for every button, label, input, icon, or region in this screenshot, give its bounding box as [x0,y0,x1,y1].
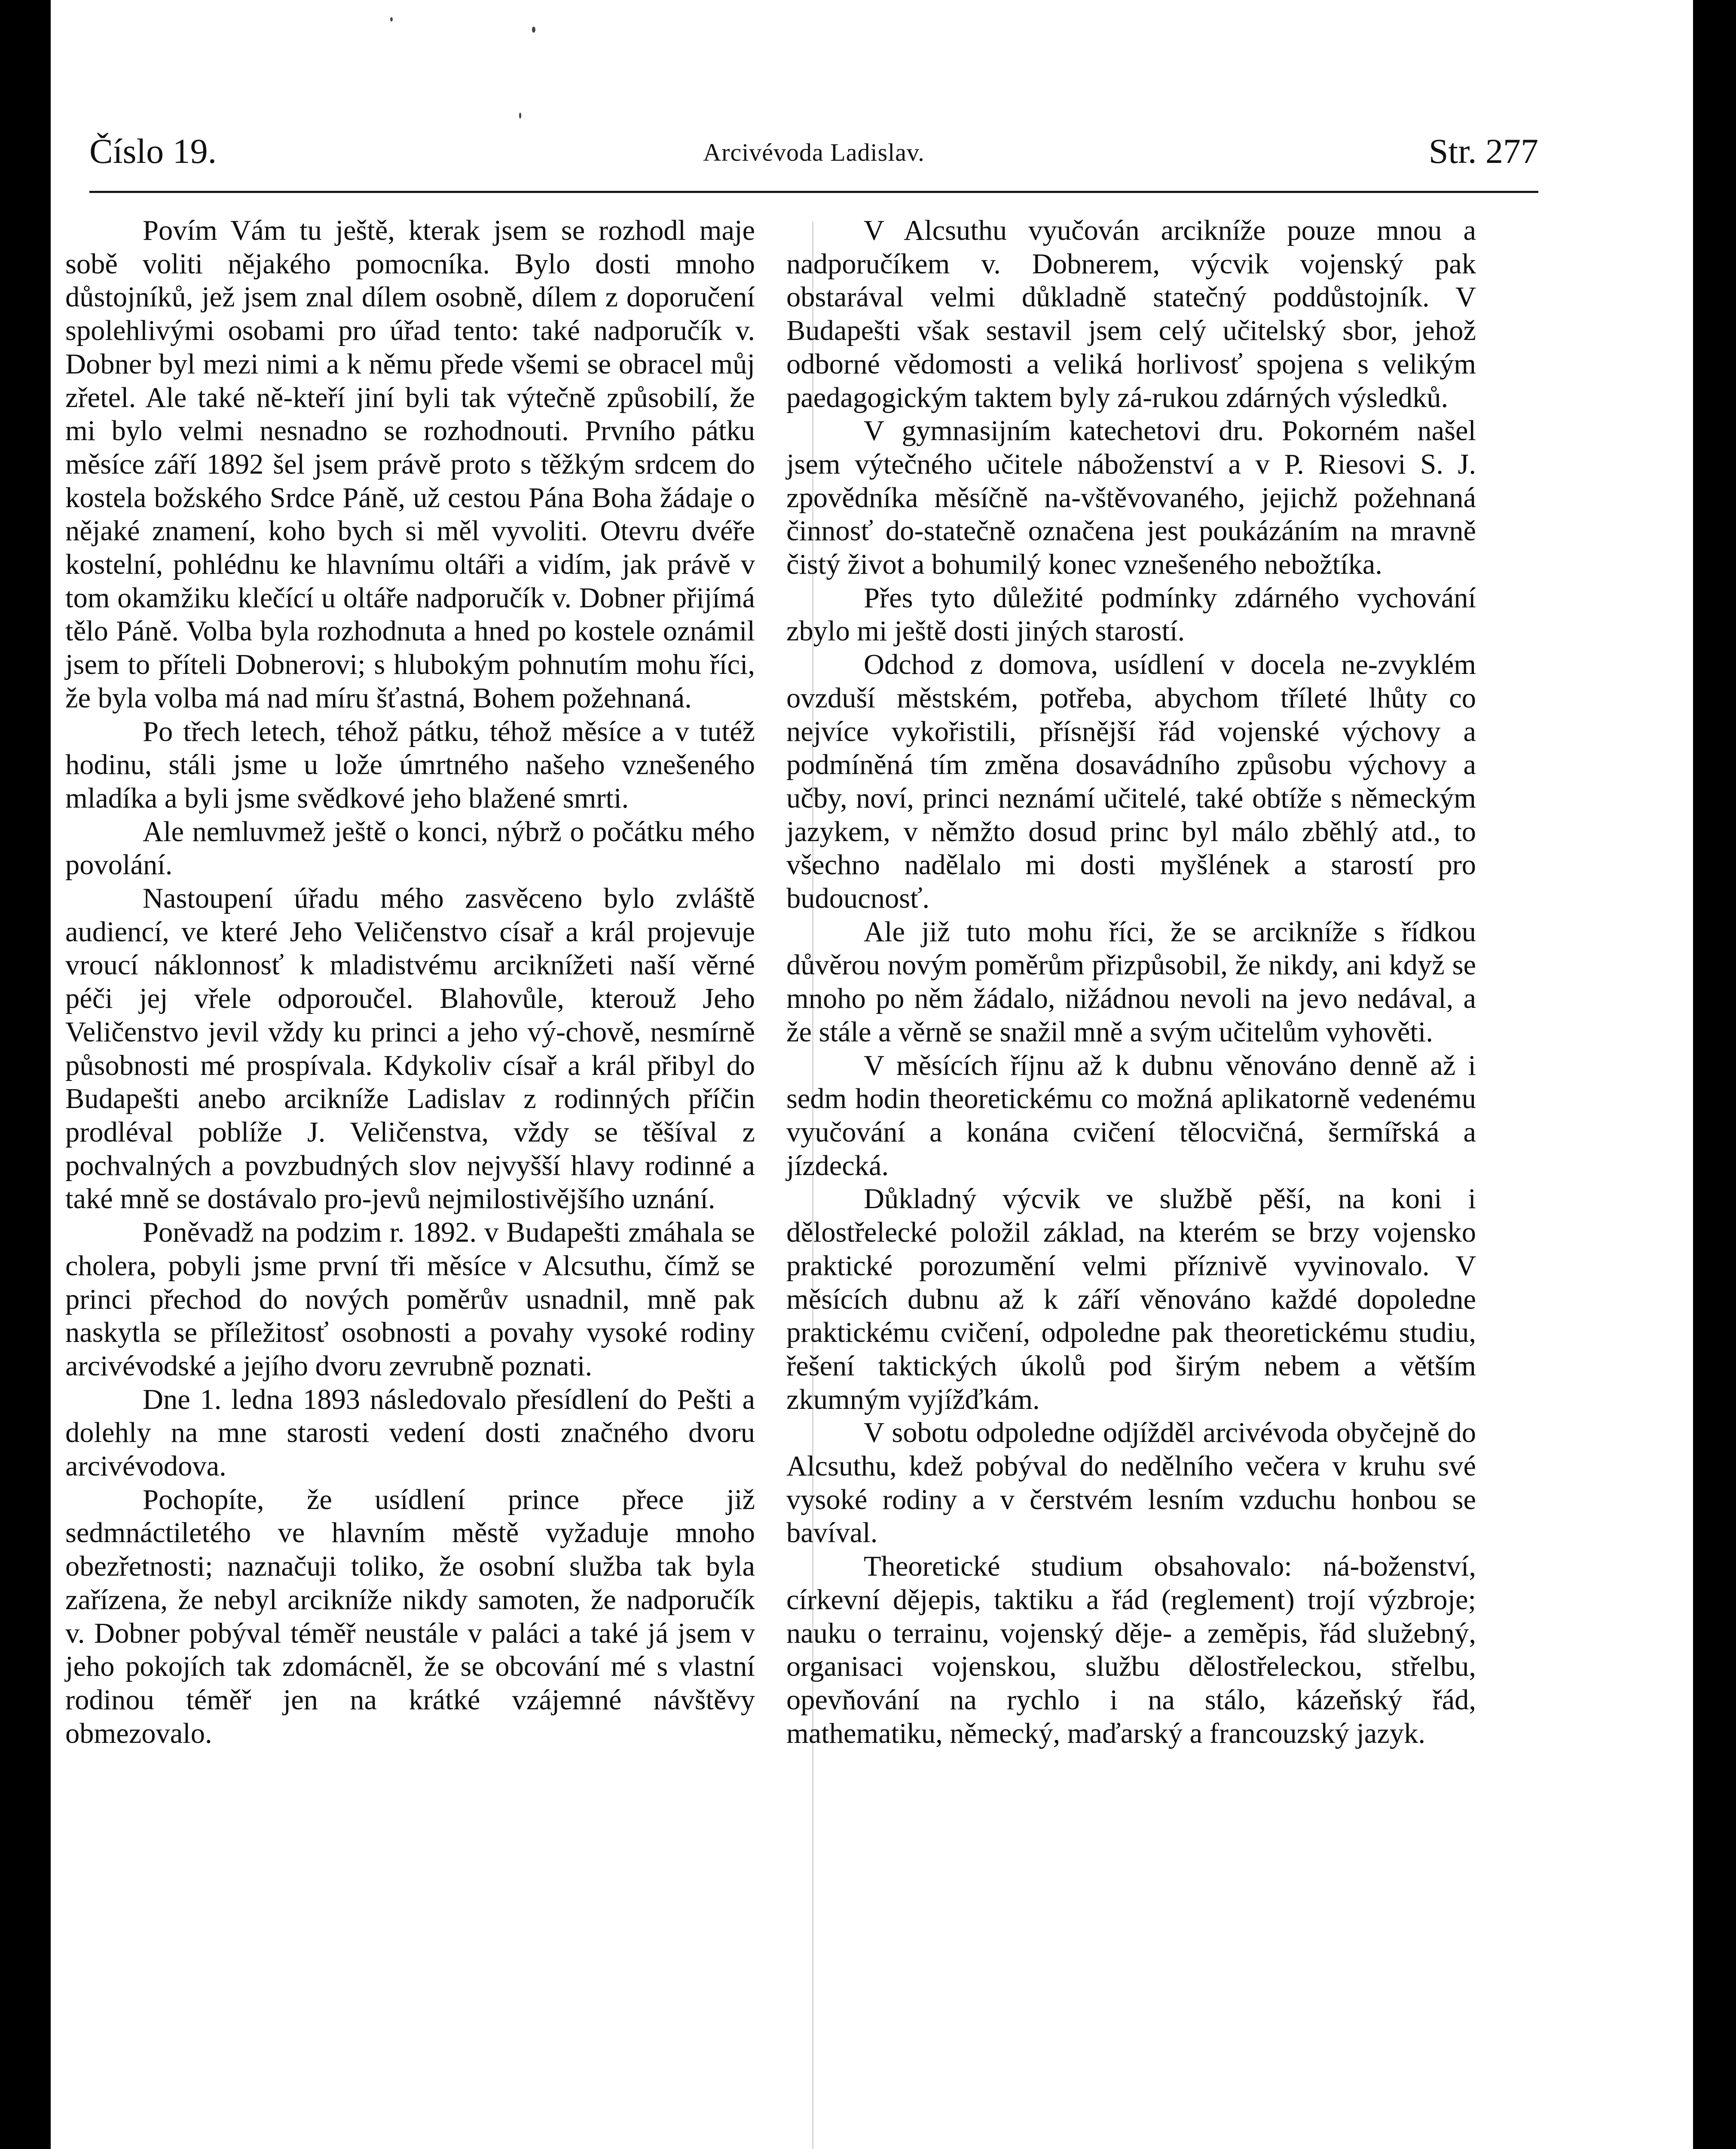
header-rule [89,191,1538,193]
paragraph: Povím Vám tu ještě, kterak jsem se rozhodl maje sobě voliti nějakého pomocníka. Bylo dosti mnoho důstojníků, jež jsem znal dílem osobně, dílem z doporučení spolehlivými osobami pro úřad tento: také nadporučík v. Dobner byl mezi nimi a k němu přede všemi se obracel můj zřetel. Ale také ně-kteří jiní byli tak výtečně způsobilí, že mi bylo velmi nesnadno se rozhodnouti. Prvního pátku měsíce září 1892 šel jsem právě proto s těžkým srdcem do kostela božského Srdce Páně, už cestou Pána Boha žádaje o nějaké znamení, koho bych si měl vyvoliti. Otevru dvéře kostelní, pohlédnu ke hlavnímu oltáři a vidím, jak právě v tom okamžiku klečící u oltáře nadporučík v. Dobner přijímá tělo Páně. Volba byla rozhodnuta a hned po kostele oznámil jsem to příteli Dobnerovi; s hlubokým pohnutím mohu říci, že byla volba má nad míru šťastná, Bohem požehnaná. [65,215,755,714]
paragraph: Dne 1. ledna 1893 následovalo přesídlení do Pešti a dolehly na mne starosti vedení dosti značného dvoru arcivévodova. [65,1384,755,1482]
paragraph: Důkladný výcvik ve službě pěší, na koni i dělostřelecké položil základ, na kterém se brzy vojensko praktické porozumění velmi příznivě vyvinovalo. V měsících dubnu až k září věnováno každé dopoledne praktickému cvičení, odpoledne pak theoretickému studiu, řešení taktických úkolů pod širým nebem a větším zkumným vyjížďkám. [786,1183,1476,1415]
issue-number: Číslo 19. [89,132,217,171]
paragraph: Odchod z domova, usídlení v docela ne-zvyklém ovzduší městském, potřeba, abychom tříleté lhůty co nejvíce vykořistili, přísnější řád vojenské výchovy a podmíněná tím změna dosavádního způsobu výchovy a učby, noví, princi neznámí učitelé, také obtíže s německým jazykem, v němžto dosud princ byl málo zběhlý atd., to všechno nadělalo mi dosti myšlének a starostí pro budoucnosť. [786,649,1476,915]
paragraph: Nastoupení úřadu mého zasvěceno bylo zvláště audiencí, ve které Jeho Veličenstvo císař a král projevuje vroucí náklonnosť k mladistvému arciknížeti naší věrné péči jej vřele odporoučel. Blahovůle, kterouž Jeho Veličenstvo jevil vždy ku princi a jeho vý-chově, nesmírně působnosti mé prospívala. Kdykoliv císař a král přibyl do Budapešti anebo arcikníže Ladislav z rodinných příčin prodléval poblíže J. Veličenstva, vždy se těšíval z pochvalných a povzbudných slov nejvyšší hlavy rodinné a také mně se dostávalo pro-jevů nejmilostivějšího uznání. [65,883,755,1215]
print-speck [519,113,521,119]
paragraph: Přes tyto důležité podmínky zdárného vychování zbylo mi ještě dosti jiných starostí. [786,582,1476,647]
paragraph: V Alcsuthu vyučován arcikníže pouze mnou a nadporučíkem v. Dobnerem, výcvik vojenský pak obstarával velmi důkladně statečný poddůstojník. V Budapešti však sestavil jsem celý učitelský sbor, jehož odborné vědomosti a veliká horlivosť spojena s velikým paedagogickým taktem byly zá-rukou zdárných výsledků. [786,215,1476,413]
print-speck [390,17,393,21]
running-title: Arcivévoda Ladislav. [703,138,925,166]
paragraph: Poněvadž na podzim r. 1892. v Budapešti zmáhala se cholera, pobyli jsme první tři měsíce v Alcsuthu, čímž se princi přechod do nových poměrův usnadnil, mně pak naskytla se příležitosť osobnosti a povahy vysoké rodiny arcivévodské a jejího dvoru zevrubně poznati. [65,1217,755,1382]
paragraph: Theoretické studium obsahovalo: ná-boženství, církevní dějepis, taktiku a řád (reglement) trojí výzbroje; nauku o terrainu, vojenský děje- a zeměpis, řád služebný, organisaci vojenskou, službu dělostřeleckou, střelbu, opevňování na rychlo i na stálo, kázeňský řád, mathematiku, německý, maďarský a francouzský jazyk. [786,1551,1476,1749]
right-column [786,214,1476,1750]
paragraph: V měsících říjnu až k dubnu věnováno denně až i sedm hodin theoretickému co možná aplikatorně vedenému vyučování a konána cvičení tělocvičná, šermířská a jízdecká. [786,1050,1476,1182]
paragraph: Ale nemluvmež ještě o konci, nýbrž o počátku mého povolání. [65,816,755,881]
paragraph: Po třech letech, téhož pátku, téhož měsíce a v tutéž hodinu, stáli jsme u lože úmrtného našeho vznešeného mladíka a byli jsme svědkové jeho blažené smrti. [65,716,755,814]
page-header [89,131,1538,187]
paragraph: Pochopíte, že usídlení prince přece již sedmnáctiletého ve hlavním městě vyžaduje mnoho obezřetnosti; naznačuji toliko, že osobní služba tak byla zařízena, že nebyl arcikníže nikdy samoten, že nadporučík v. Dobner pobýval téměř neustále v paláci a také já jsem v jeho pokojích tak zdomácněl, že se obcování mé s vlastní rodinou téměř jen na krátké vzájemné návštěvy obmezovalo. [65,1484,755,1749]
paragraph: V sobotu odpoledne odjížděl arcivévoda obyčejně do Alcsuthu, kdež pobýval do nedělního večera v kruhu své vysoké rodiny a v čerstvém lesním vzduchu honbou se bavíval. [786,1417,1476,1549]
paragraph: Ale již tuto mohu říci, že se arcikníže s řídkou důvěrou novým poměrům přizpůsobil, že nikdy, ani když se mnoho po něm žádalo, nižádnou nevoli na jevo nedával, a že stále a věrně se snažil mně a svým učitelům vyhověti. [786,916,1476,1048]
paragraph: V gymnasijním katechetovi dru. Pokorném našel jsem výtečného učitele náboženství a v P. Riesovi S. J. zpovědníka měsíčně na-vštěvovaného, jejichž požehnaná činnosť do-statečně označena jest poukázáním na mravně čistý život a bohumilý konec vznešeného nebožtíka. [786,415,1476,581]
left-column [65,214,755,1750]
print-speck [532,27,535,33]
page-number: Str. 277 [1428,132,1538,171]
